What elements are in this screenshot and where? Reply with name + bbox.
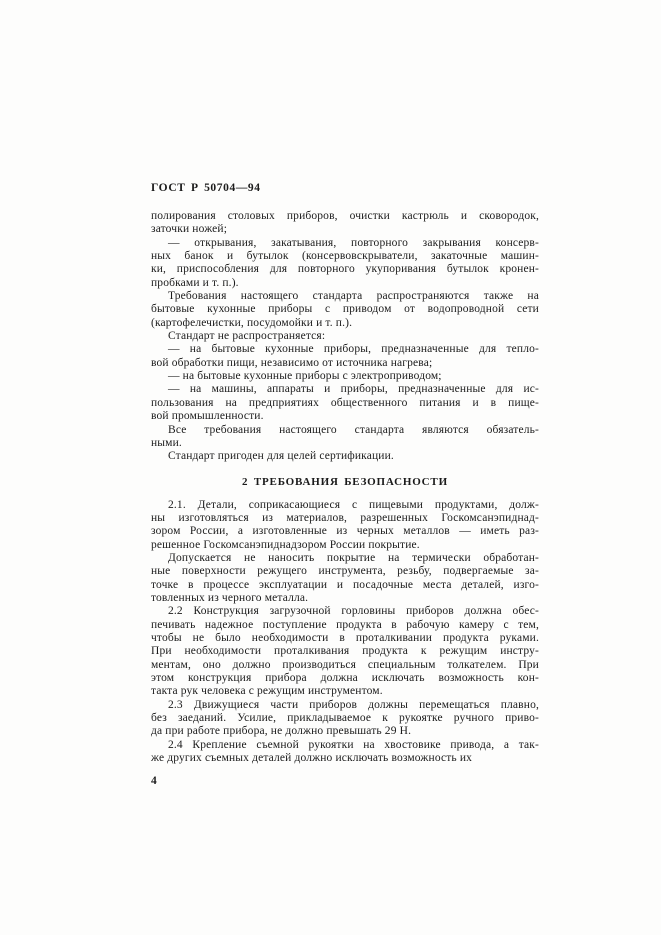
text-line: — открывания, закатывания, повторного закрывания консерв- (168, 236, 539, 249)
text-line: Стандарт пригоден для целей сертификации. (168, 450, 394, 463)
text-line: полирования столовых приборов, очистки кастрюль и сковородок, (151, 210, 539, 222)
text-line: пользования на предприятиях общественного питания и в пище- (151, 396, 539, 409)
running-header: ГОСТ Р 50704—94 (151, 182, 261, 194)
text-line: такта рук человека с режущим инструментом. (151, 685, 383, 698)
paragraph (151, 343, 539, 370)
text-line: решенное Госкомсанэпиднадзором России покрытие. (151, 538, 420, 551)
text-line: чтобы не было необходимости в проталкивании продукта руками. (151, 631, 539, 644)
text-line: Все требования настоящего стандарта являются обязатель- (168, 423, 539, 436)
paragraph (151, 605, 539, 698)
text-line: Допускается не наносить покрытие на термически обработан- (168, 551, 539, 564)
text-line: — на бытовые кухонные приборы с электроприводом; (168, 370, 442, 383)
text-line: точке в процессе эксплуатации и посадочные места деталей, изго- (151, 578, 539, 591)
text-line: При необходимости проталкивания продукта к режущим инстру- (151, 645, 539, 658)
paragraph (151, 330, 539, 343)
paragraph (151, 237, 539, 290)
text-line: ные поверхности режущего инструмента, резьбу, подвергаемые за- (151, 565, 539, 578)
text-line: 2.3 Движущиеся части приборов должны перемещаться плавно, (168, 698, 539, 711)
text-line: вой обработки пищи, независимо от источника нагрева; (151, 356, 433, 369)
text-line: 2.1. Детали, соприкасающиеся с пищевыми продуктами, долж- (168, 498, 539, 511)
paragraph (151, 552, 539, 605)
text-line: без заеданий. Усилие, прикладываемое к рукоятке ручного приво- (151, 712, 539, 725)
paragraph (151, 450, 539, 463)
paragraph (151, 383, 539, 423)
text-line: ки, приспособления для повторного укупоривания бутылок кронен- (151, 263, 539, 276)
text-line: этом конструкция прибора должна исключать возможность кон- (151, 672, 539, 684)
paragraph (151, 210, 539, 237)
text-line: заточки ножей; (151, 223, 228, 236)
text-line: — на бытовые кухонные приборы, предназначенные для тепло- (168, 343, 539, 356)
text-line: да при работе прибора, не должно превышать 29 Н. (151, 725, 412, 738)
paragraph (151, 290, 539, 330)
text-line: ных банок и бутылок (консервовскрыватели, закаточные машин- (151, 250, 539, 263)
text-line: печивать надежное поступление продукта в рабочую камеру с тем, (151, 618, 539, 631)
body-text-before-heading (151, 210, 539, 464)
text-line: ными. (151, 436, 182, 449)
text-line: ны изготовляться из материалов, разрешенных Госкомсанэпиднад- (151, 511, 539, 524)
text-line: — на машины, аппараты и приборы, предназначенные для ис- (168, 383, 539, 396)
text-line: вой промышленности. (151, 410, 264, 423)
page-number: 4 (151, 775, 157, 788)
paragraph (151, 424, 539, 451)
text-line: ментам, оно должно производиться специальным толкателем. При (151, 658, 539, 671)
section-heading: 2 ТРЕБОВАНИЯ БЕЗОПАСНОСТИ (242, 475, 448, 488)
paragraph (151, 699, 539, 739)
text-line: 2.4 Крепление съемной рукоятки на хвостовике привода, а так- (168, 738, 539, 751)
text-line: Требования настоящего стандарта распространяются также на (168, 290, 539, 303)
text-line: же других съемных деталей должно исключать возможность их (151, 752, 473, 765)
text-line: пробками и т. п.). (151, 276, 239, 289)
text-line: бытовые кухонные приборы с приводом от водопроводной сети (151, 303, 539, 316)
text-line: (картофелечистки, посудомойки и т. п.). (151, 316, 353, 329)
text-line: зором России, а изготовленные из черных металлов — иметь раз- (151, 525, 539, 538)
paragraph (151, 739, 539, 766)
text-line: Стандарт не распространяется: (168, 330, 326, 343)
text-line: 2.2 Конструкция загрузочной горловины приборов должна обес- (168, 605, 539, 618)
paragraph (151, 370, 539, 383)
text-line: товленных из черного металла. (151, 591, 309, 604)
paragraph (151, 499, 539, 552)
text-column (151, 182, 539, 787)
body-text-after-heading (151, 499, 539, 766)
